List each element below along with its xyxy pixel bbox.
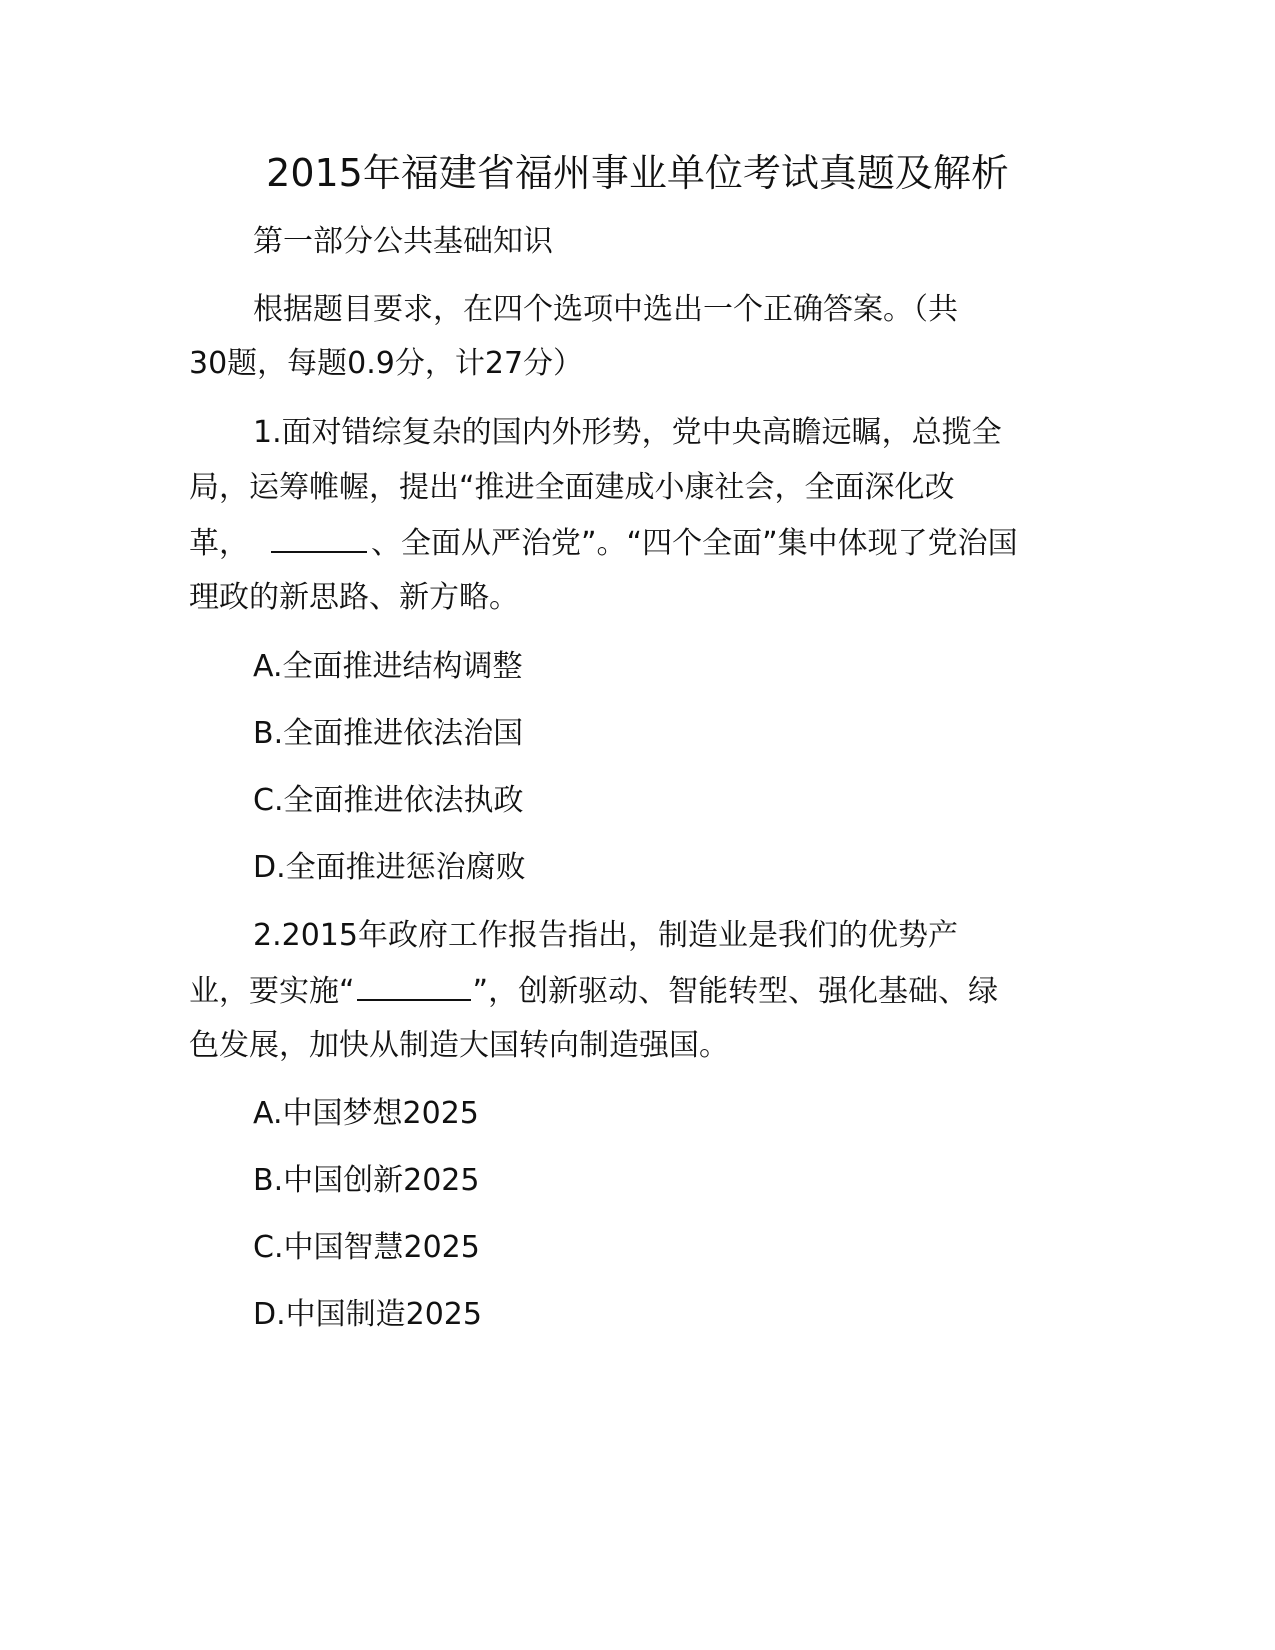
instructions-line-1: 根据题目要求，在四个选项中选出一个正确答案。（共 <box>253 292 958 327</box>
question-1-stem-line-1: 1.面对错综复杂的国内外形势，党中央高瞻远瞩，总揽全 <box>253 415 1002 450</box>
question-1-stem-line-4: 理政的新思路、新方略。 <box>189 580 519 615</box>
answer-blank <box>357 971 471 1001</box>
question-2-stem-line-3: 色发展，加快从制造大国转向制造强国。 <box>189 1028 729 1063</box>
question-1-stem-suffix: 、全面从严治党”。“四个全面”集中体现了党治国 <box>371 526 1018 561</box>
question-1-option-c: C.全面推进依法执政 <box>253 783 524 818</box>
question-2-stem-suffix: ”，创新驱动、智能转型、强化基础、绿 <box>472 974 999 1009</box>
section-heading: 第一部分公共基础知识 <box>253 224 553 259</box>
answer-blank <box>271 523 367 553</box>
question-1-option-d: D.全面推进惩治腐败 <box>253 850 526 885</box>
question-2-option-c: C.中国智慧2025 <box>253 1230 480 1265</box>
instructions-line-2: 30题，每题0.9分，计27分） <box>189 346 584 381</box>
document-title: 2015年福建省福州事业单位考试真题及解析 <box>266 151 1009 195</box>
question-2-stem-line-2 <box>189 971 998 1012</box>
question-2-option-d: D.中国制造2025 <box>253 1297 482 1332</box>
question-2-stem-line-1: 2.2015年政府工作报告指出，制造业是我们的优势产 <box>253 918 958 953</box>
question-2-stem-prefix: 业，要实施“ <box>189 974 355 1009</box>
question-2-option-a: A.中国梦想2025 <box>253 1096 479 1131</box>
question-2-option-b: B.中国创新2025 <box>253 1163 480 1198</box>
question-1-stem-line-2: 局，运筹帷幄，提出“推进全面建成小康社会，全面深化改 <box>189 470 955 505</box>
question-1-option-a: A.全面推进结构调整 <box>253 649 523 684</box>
question-1-stem-line-3 <box>189 523 1018 564</box>
question-1-option-b: B.全面推进依法治国 <box>253 716 524 751</box>
question-1-stem-prefix: 革， <box>189 526 249 561</box>
